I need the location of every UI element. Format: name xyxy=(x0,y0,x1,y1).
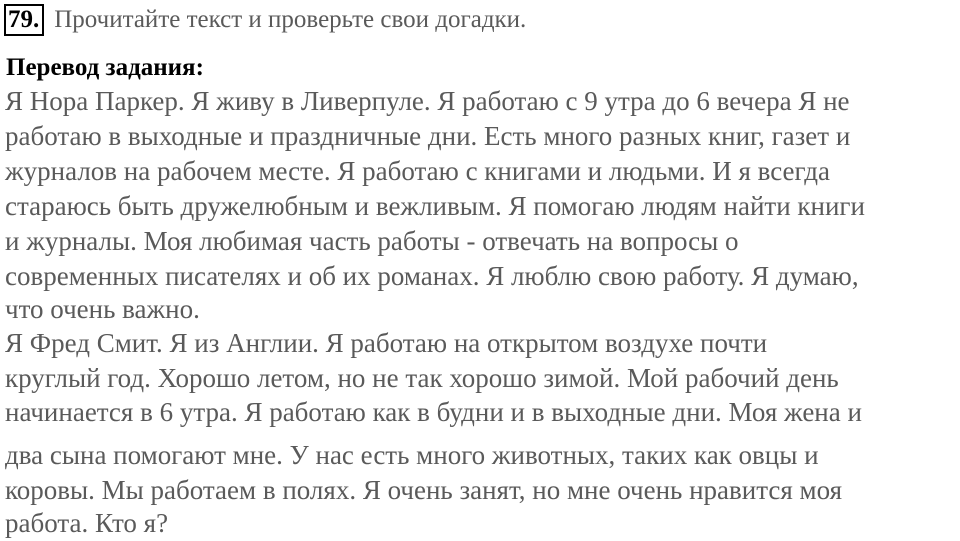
text-line: работа. Кто я? xyxy=(5,508,169,538)
task-number: 79. xyxy=(4,4,44,36)
text-line: два сына помогают мне. У нас есть много животных, таких как овцы и xyxy=(5,440,819,470)
text-line: журналов на рабочем месте. Я работаю с книгами и людьми. И я всегда xyxy=(5,156,830,186)
task-header xyxy=(4,4,526,36)
task-instruction: Прочитайте текст и проверьте свои догадки. xyxy=(54,6,527,33)
text-line: и журналы. Моя любимая часть работы - отвечать на вопросы о xyxy=(5,226,739,256)
text-line: начинается в 6 утра. Я работаю как в будни и в выходные дни. Моя жена и xyxy=(5,397,862,427)
translation-heading: Перевод задания: xyxy=(6,54,204,81)
text-line: современных писателях и об их романах. Я люблю свою работу. Я думаю, xyxy=(5,261,859,291)
text-line: коровы. Мы работаем в полях. Я очень занят, но мне очень нравится моя xyxy=(5,475,842,505)
text-line: круглый год. Хорошо летом, но не так хорошо зимой. Мой рабочий день xyxy=(5,363,839,393)
text-line: Я Нора Паркер. Я живу в Ливерпуле. Я работаю с 9 утра до 6 вечера Я не xyxy=(5,86,850,116)
text-line: что очень важно. xyxy=(5,294,200,324)
text-line: стараюсь быть дружелюбным и вежливым. Я помогаю людям найти книги xyxy=(5,191,865,221)
text-line: работаю в выходные и праздничные дни. Есть много разных книг, газет и xyxy=(5,121,851,151)
text-line: Я Фред Смит. Я из Англии. Я работаю на открытом воздухе почти xyxy=(5,328,768,358)
